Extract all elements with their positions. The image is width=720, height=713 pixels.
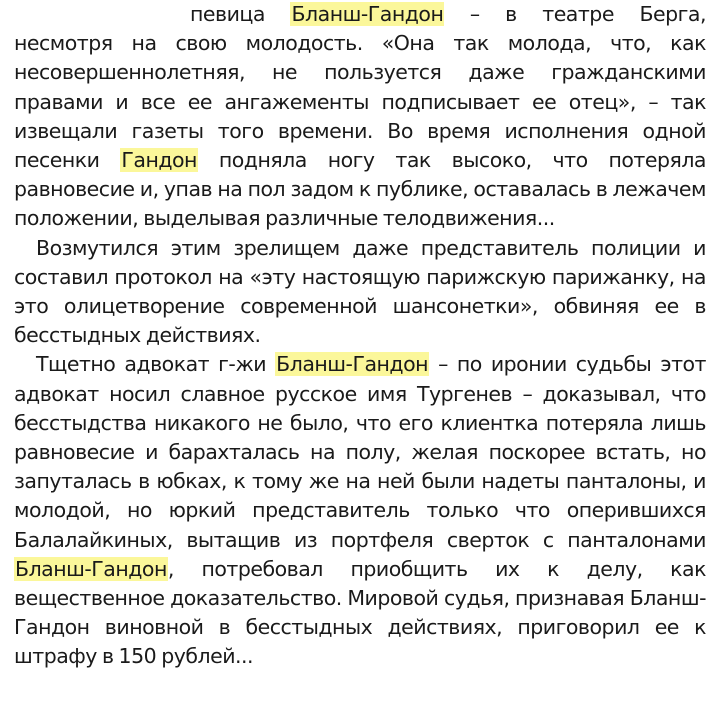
- highlighted-name: Бланш-Гандон: [291, 2, 444, 26]
- highlighted-name: Бланш-Гандон: [15, 556, 167, 581]
- paragraph-1: [14, 0, 706, 234]
- highlighted-name: Бланш-Гандон: [276, 352, 429, 377]
- text-segment: – в театре Берга, несмотря на свою молодость. «Она так молода, что, как несовершеннолетняя, не пользуется даже гражданскими правами и все ее ангажементы подписывает ее отец», – так извещали газеты того времени. Во время исполнения одной песенки: [14, 2, 706, 173]
- text-segment: – по иронии судьбы этот адвокат носил славное русское имя Тургенев – доказывал, что бесстыдства никакого не было, что его клиентка потеряла лишь равновесие и барахталась на полу, желая поскорее встать, но запуталась в юбках, к тому же на ней были надеты панталоны, и молодой, но юркий представитель только что оперившихся Балалайкиных, вытащив из портфеля сверток с панталонами: [14, 352, 706, 552]
- text-segment: певица: [190, 2, 291, 26]
- text-segment: , потребовал приобщить их к делу, как вещественное доказательство. Мировой судья, признавая Бланш-Гандон виновной в бесстыдных действиях, приговорил ее к штрафу в 150 рублей...: [14, 556, 706, 669]
- text-segment: подняла ногу так высоко, что потеряла равновесие и, упав на пол задом к публике, оставалась в лежачем положении, выделывая различные телодвижения...: [14, 148, 706, 231]
- text-segment: Возмутился этим зрелищем даже представитель полиции и составил протокол на «эту настоящую парижскую парижанку, на это олицетворение современной шансонетки», обвиняя ее в бесстыдных действиях.: [14, 235, 706, 348]
- paragraph-3: [14, 350, 706, 671]
- document-page: [14, 0, 706, 672]
- highlighted-name: Гандон: [121, 148, 197, 173]
- paragraph-2: [14, 234, 706, 351]
- text-segment: Тщетно адвокат г-жи: [36, 352, 276, 377]
